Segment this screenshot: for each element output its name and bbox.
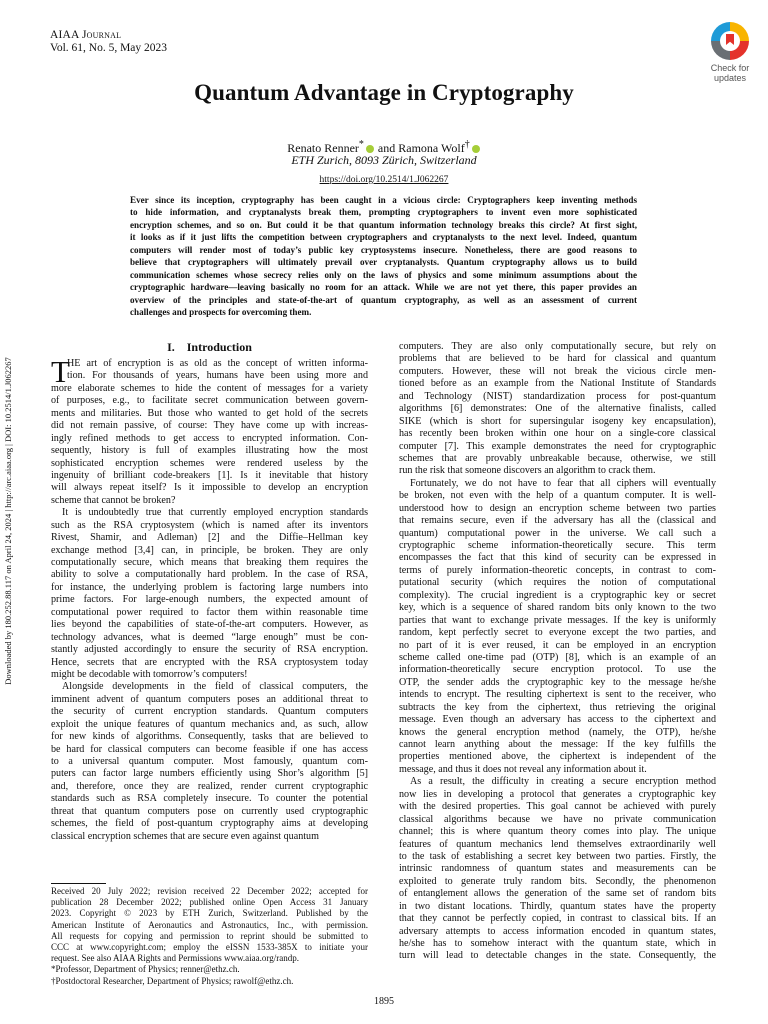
author-line: Renato Renner* and Ramona Wolf† — [0, 139, 768, 156]
text-line: understood how to design an encryption scheme between two parties — [399, 502, 716, 514]
text-line: for instance, the underlying problem is factoring large numbers into — [51, 581, 368, 593]
text-line: computationally secure, which means that breaking them requires the — [51, 557, 368, 568]
text-line: cannot learn anything about the message: If the key fulfills the — [399, 739, 716, 750]
badge-line1: Check for — [710, 63, 750, 73]
text-line: 2023. Copyright © 2023 by ETH Zurich, Switzerland. Published by the — [51, 908, 368, 919]
text-line: HE art of encryption is as old as the concept of written informa- — [67, 358, 368, 369]
text-line: be broken, not even with the help of a quantum computer. It is well- — [399, 490, 716, 502]
journal-volume: Vol. 61, No. 5, May 2023 — [50, 42, 168, 54]
text-line: parties that want to exchange private messages. If the key is uniformly — [399, 614, 716, 626]
text-line: encompasses the fact that this kind of security can be expressed in — [399, 552, 716, 564]
text-line: message. Even though an adversary has access to the ciphertext and — [399, 714, 716, 726]
footnote-rule — [51, 883, 106, 884]
download-sidebar — [0, 330, 14, 730]
download-note: Downloaded by 180.252.88.117 on April 24, 2024 | http://arc.aiaa.org | DOI: 10.2514/1.J062267 — [3, 357, 13, 685]
text-line: ingly refined methods to get access to encrypted information. Con- — [51, 432, 368, 444]
text-line: random, kept perfectly secret to everyone except the two parties, and — [399, 627, 716, 639]
text-line: such as the RSA cryptosystem (which is named after its inventors — [51, 519, 368, 531]
text-line: tion. For thousands of years, humans have been using more and — [67, 370, 368, 382]
text-line: It is undoubtedly true that currently employed encryption standards — [62, 507, 368, 519]
text-line: subtracts the key from the ciphertext, thus retrieving the original — [399, 701, 716, 713]
text-line: believe that cryptographers will ultimately prevail over cryptanalysts. Quantum cryptography allows us to build — [130, 257, 637, 268]
text-line: computational power required to factor them within reasonable time — [51, 606, 368, 618]
text-line: of purposes, e.g., to facilitate secret communication between govern- — [51, 395, 368, 407]
text-line: exploit the unique features of quantum mechanics and, as such, allow — [51, 718, 368, 730]
text-line: putational security (which requires the notion of computational — [399, 577, 716, 589]
text-line: sequently, history is full of examples illustrating how the most — [51, 445, 368, 457]
text-line: sophisticated encryption schemes were rendered useless by the — [51, 457, 368, 469]
section-heading: I. Introduction — [167, 340, 252, 354]
text-line: Fortunately, we do not have to fear that all ciphers will eventually — [410, 477, 716, 489]
text-line: channel; this is where quantum theory comes into play. The unique — [399, 826, 716, 838]
text-line: imminent advent of quantum computers poses an additional threat to — [51, 693, 368, 705]
text-line: turn will lead to detectable changes in the state. Consequently, the — [399, 950, 716, 962]
text-line: will always repeat itself? Is it impossible to develop an encryption — [51, 482, 368, 494]
text-line: †Postdoctoral Researcher, Department of Physics; rawolf@ethz.ch. — [51, 975, 294, 986]
text-line: technology advances, what is deemed “large enough” must be con- — [51, 631, 368, 643]
text-line: algorithms [6] demonstrates: One of the alternative finalists, called — [399, 403, 716, 415]
text-line: prime factors. For large-enough numbers, the expected amount of — [51, 594, 368, 606]
text-line: in two distant locations. Thirdly, quantum states have the property — [399, 900, 716, 912]
journal-name: AIAA Journal — [50, 29, 122, 41]
author-2: Ramona Wolf — [398, 141, 465, 155]
badge-line2: updates — [713, 73, 747, 83]
text-line: ability to solve a computationally hard problem. In the case of RSA, — [51, 569, 368, 581]
text-line: classical algorithms because we have no private communication — [399, 813, 716, 825]
text-line: request. See also AIAA Rights and Permissions www.aiaa.org/randp. — [51, 953, 299, 964]
journal-header — [50, 29, 167, 55]
text-line: As a result, the difficulty in creating a secure encryption method — [410, 776, 716, 788]
text-line: exchange method [3,4] can, in principle, be broken. They are only — [51, 544, 368, 556]
text-line: to the task of establishing a secret key between two parties. Firstly, the — [399, 850, 716, 862]
text-line: ingenuity of brilliant code-breakers [1]. Is it inevitable that history — [51, 469, 368, 481]
text-line: to hide information, and cryptanalysts break them, prompting cryptographers to invent even more sophisticated — [130, 207, 637, 218]
text-line: that remains secure, even if the adversary has all the (classical and — [399, 515, 716, 527]
text-line: publication 28 December 2022; published online Open Access 31 January — [51, 897, 368, 908]
text-line: to a universal quantum computer. Most famously, quantum com- — [51, 756, 368, 767]
text-line: SIKE (which is short for supersingular isogeny key encapsulation), — [399, 415, 716, 427]
text-line: Alongside developments in the field of classical computers, the — [62, 681, 368, 693]
text-line: All requests for copying and permission to reprint should be submitted to — [51, 930, 368, 941]
text-line: adversary attempts to access information encoded in quantum states, — [399, 925, 716, 937]
text-line: and Technology (NIST) standardization process for post-quantum — [399, 390, 716, 402]
text-line: quantum) computational power in the universe. We call such a — [399, 527, 716, 539]
text-line: challenges and prospects for overcoming them. — [130, 306, 312, 317]
text-line: scheme that cannot be broken? — [51, 494, 176, 506]
text-line: encryption schemes, and so on. But could it be that quantum information technology breaks this circle? At first sight, — [130, 219, 637, 230]
text-line: tioned before as an example from the National Institute of Standards — [399, 378, 716, 390]
text-line: be hard for classical computers can become feasible if one has access — [51, 743, 368, 755]
text-line: might be decodable with tomorrow’s computers! — [51, 668, 248, 680]
text-line: the security of current encryption standards. Quantum computers — [51, 706, 368, 718]
text-line: Received 20 July 2022; revision received 22 December 2022; accepted for — [51, 886, 368, 896]
text-line: scheme called one-time pad (OTP) [8], which is an example of an — [399, 651, 716, 663]
text-line: key, which is a sequence of shared random bits only known to the two — [399, 602, 716, 614]
text-line: American Institute of Aeronautics and Astronautics, Inc., with permission. — [51, 919, 368, 930]
text-line: computers. They are also only computationally secure, but rely on — [399, 341, 716, 352]
author-connector: and — [374, 141, 399, 155]
text-line: problems that are believed to be hard for classical and quantum — [399, 353, 716, 365]
doi-link[interactable]: https://doi.org/10.2514/1.J062267 — [319, 175, 449, 185]
column-left — [51, 354, 368, 843]
text-line: cryptographic hardware—leaving basically no room for an attack. While we are not yet there, this paper provides an — [130, 282, 637, 293]
abstract — [130, 194, 637, 318]
text-line: with the desired properties. This goal cannot be achieved with purely — [399, 801, 716, 813]
text-line: cryptographic scheme information-theoretically secure. This term — [399, 540, 716, 551]
text-line: more elaborate schemes to hide the content of messages for a variety — [51, 382, 368, 394]
text-line: message, and thus it does not reveal any information about it. — [399, 763, 647, 775]
text-line: Ever since its inception, cryptography has been caught in a vicious circle: Cryptographers keep inventing methods — [130, 195, 637, 205]
text-line: overview of the principles and state-of-the-art of quantum cryptography, as well as an assessment of current — [130, 294, 637, 305]
text-line: lies beyond the capabilities of state-of-the-art computers. However, as — [51, 619, 368, 631]
text-line: no part of it is ever reused, it can be employed in an encryption — [399, 639, 716, 651]
check-for-updates-badge[interactable] — [700, 22, 760, 84]
page-number: 1895 — [374, 996, 394, 1007]
text-line: features of quantum mechanics lend themselves extraordinarily well — [399, 838, 716, 850]
text-line: ments and militaries. But those who wanted to get hold of the secrets — [51, 407, 368, 419]
text-line: properties mentioned above, the ciphertext is independent of the — [399, 751, 716, 763]
affiliation: ETH Zurich, 8093 Zürich, Switzerland — [291, 153, 477, 167]
text-line: *Professor, Department of Physics; renner@ethz.ch. — [51, 964, 240, 975]
text-line: computer [7]. This example demonstrates the need for cryptographic — [399, 440, 716, 452]
text-line: intends to encrypt. The resulting ciphertext is sent to the receiver, who — [399, 689, 716, 701]
text-line: schemes, the field of post-quantum cryptography aims at developing — [51, 818, 368, 830]
text-line: complexity). The crucial ingredient is a cryptographic key or secret — [399, 589, 716, 601]
text-line: CCC at www.copyright.com; employ the eISSN 1533-385X to initiate your — [51, 941, 368, 952]
text-line: classical encryption schemes that are secure even against quantum — [51, 830, 319, 842]
text-line: run the risk that someone discovers an algorithm to crack them. — [399, 465, 656, 477]
text-line: computers will render most of today’s public key cryptosystems insecure. Nonetheless, there are good reasons to — [130, 244, 637, 255]
text-line: communication schemes whose secrecy relies only on the laws of physics and some minimum assumptions about the — [130, 269, 637, 280]
drop-cap: T — [51, 354, 70, 389]
text-line: that they cannot be perfectly copied, in contrast to classical bits. If an — [399, 913, 716, 925]
text-line: he/she has to somehow interact with the quantum state, which in — [399, 938, 716, 949]
text-line: terms of purely information-theoretic concepts, in contrast to com- — [399, 564, 716, 576]
text-line: and, therefore, once they are realized, render current cryptographic — [51, 780, 368, 792]
text-line: for new kinds of algorithms. Consequently, tasks that are believed to — [51, 731, 368, 743]
text-line: OTP, the sender adds the cryptographic key to the message he/she — [399, 676, 716, 688]
text-line: knows the general encryption method (namely, the OTP), he/she — [399, 726, 716, 738]
footnotes — [51, 886, 368, 987]
paper-title: Quantum Advantage in Cryptography — [194, 80, 574, 105]
text-line: standards such as RSA completely insecure. To counter the potential — [51, 793, 368, 805]
text-line: Hence, secrets that are encrypted with the RSA cryptosystem today — [51, 656, 368, 668]
text-line: computers. However, these will not break the vicious circle men- — [399, 365, 716, 377]
text-line: of entanglement allows the generation of the same set of random bits — [399, 888, 716, 900]
text-line: stantly adjusted accordingly to ensure the security of RSA encryption. — [51, 644, 368, 656]
text-line: Rivest, Shamir, and Adleman) [2] and the Diffie–Hellman key — [51, 532, 368, 544]
text-line: intrinsic randomness of quantum states and measurements can be — [399, 863, 716, 875]
text-line: information-theoretically secure encryption protocol. To use the — [399, 664, 716, 676]
column-right — [399, 341, 716, 963]
author-1: Renato Renner — [287, 141, 359, 155]
text-line: now lies in developing a protocol that generates a cryptographic key — [399, 788, 716, 800]
bookmark-icon — [711, 22, 749, 60]
text-line: schemes that are provably unbreakable because, otherwise, we still — [399, 452, 716, 464]
text-line: did not remain passive, of course: They have come up with increas- — [51, 420, 368, 432]
text-line: it looks as if it just lifts the competition between cryptographers and cryptanalysts to the next level. Indeed, quantum — [130, 232, 637, 243]
text-line: exploited to generate truly random bits. Secondly, the phenomenon — [399, 875, 716, 887]
text-line: has recently been broken within one hour on a single-core classical — [399, 428, 716, 440]
text-line: threat that quantum computers pose on currently used cryptographic — [51, 805, 368, 817]
text-line: puters can factor large numbers efficiently using Shor’s algorithm [5] — [51, 768, 368, 780]
